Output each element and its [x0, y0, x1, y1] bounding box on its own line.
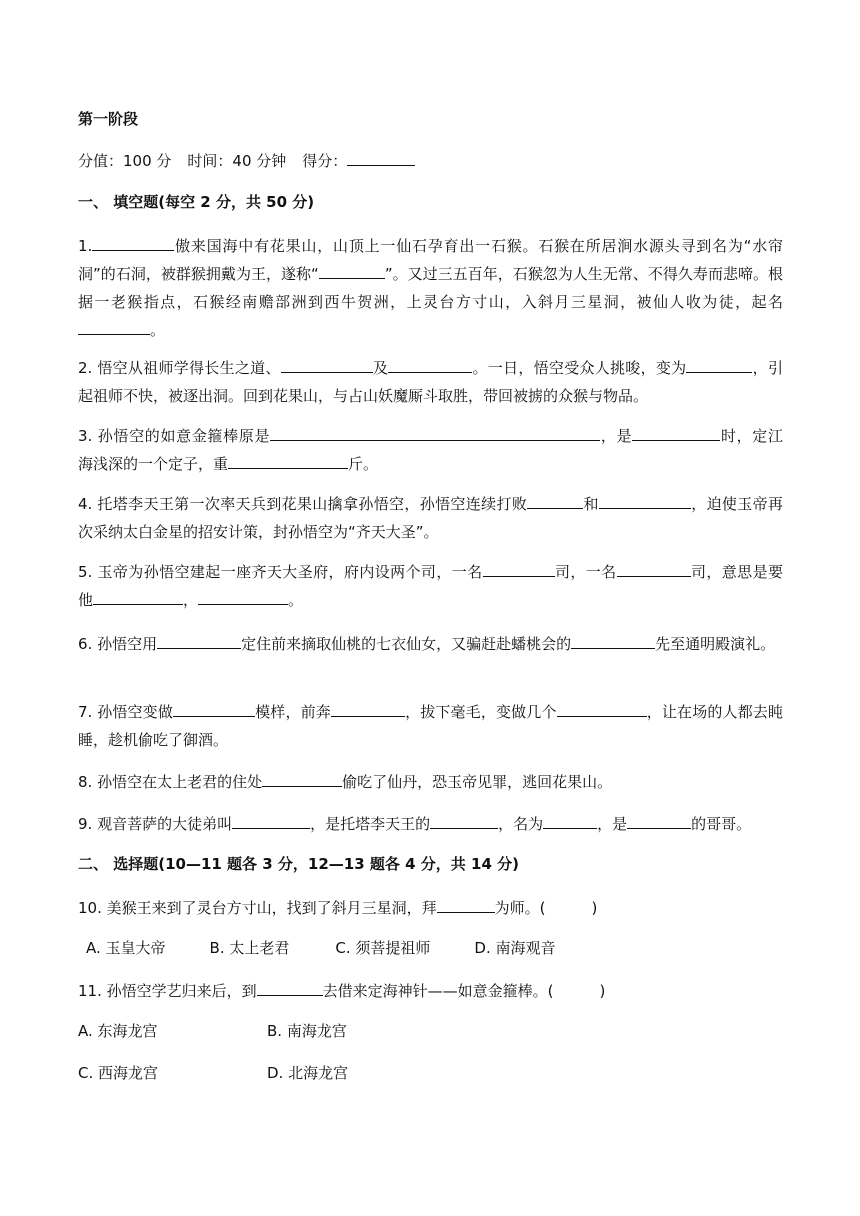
q3-blank-3[interactable]: [228, 453, 348, 469]
q3-text-c: 时，定江海浅深的一个定子，重: [78, 427, 783, 473]
q10-option-c[interactable]: C. 须菩提祖师: [335, 939, 431, 957]
q4-text-a: 4. 托塔李天王第一次率天兵到花果山擒拿孙悟空，孙悟空连续打败: [78, 495, 528, 513]
q6-blank-2[interactable]: [571, 633, 655, 649]
q9-text-c: ，名为: [498, 815, 544, 833]
q1-blank-1[interactable]: [92, 235, 174, 251]
q1-text-b: ”。又过三五百年，石猴忽为人生无常、不得久寿而悲啼。根据一老猴指点，石猴经南赡部洲到西牛贺洲，上灵台方寸山，入斜月三星洞，被仙人收为徒，起名: [78, 265, 784, 311]
q7-text-c: ，拔下毫毛，变做几个: [404, 703, 557, 721]
score-info-line: [78, 150, 415, 171]
question-10: [78, 897, 597, 918]
q6-text-c: 先至通明殿演礼。: [655, 635, 776, 653]
q5-blank-1[interactable]: [483, 561, 555, 577]
q8-text-a: 8. 孙悟空在太上老君的住处: [78, 773, 263, 791]
q10-text-c: ): [591, 899, 598, 917]
question-4: [78, 490, 783, 546]
q10-text-a: 10. 美猴王来到了灵台方寸山，找到了斜月三星洞，拜: [78, 899, 437, 917]
q2-text-d: ，引起祖师不快，被逐出洞。回到花果山，与占山妖魔厮斗取胜，带回被掳的众猴与物品。: [78, 359, 783, 405]
question-8: [78, 771, 612, 792]
question-6: [78, 630, 783, 658]
q10-option-d[interactable]: D. 南海观音: [474, 939, 556, 957]
q8-text-b: 偷吃了仙丹，恐玉帝见罪，逃回花果山。: [342, 773, 613, 791]
question-2: [78, 354, 783, 410]
q5-blank-4[interactable]: [198, 589, 288, 605]
q11-text-a: 11. 孙悟空学艺归来后，到: [78, 982, 257, 1000]
q3-text-a: 3. 孙悟空的如意金箍棒原是: [78, 427, 271, 445]
q11-text-c: ): [599, 982, 606, 1000]
q6-text-b: 定住前来摘取仙桃的七衣仙女，又骗赶赴蟠桃会的: [241, 635, 572, 653]
q9-text-b: ，是托塔李天王的: [310, 815, 431, 833]
q9-blank-2[interactable]: [430, 813, 498, 829]
q5-blank-2[interactable]: [617, 561, 691, 577]
q5-text-c: 司，意思是要他: [78, 563, 783, 609]
question-1: [78, 232, 783, 344]
section-1-heading: 一、 填空题(每空 2 分，共 50 分): [78, 193, 315, 211]
question-11: [78, 980, 605, 1001]
q7-text-a: 7. 孙悟空变做: [78, 703, 173, 721]
q9-text-d: ，是: [597, 815, 628, 833]
q2-blank-1[interactable]: [281, 357, 373, 373]
q11-option-d[interactable]: D. 北海龙宫: [267, 1064, 349, 1082]
q7-text-b: 模样，前奔: [255, 703, 331, 721]
q2-text-a: 2. 悟空从祖师学得长生之道、: [78, 359, 281, 377]
question-7: [78, 698, 783, 754]
time-label: 时间：40 分钟: [187, 152, 287, 170]
q1-blank-2[interactable]: [319, 263, 385, 279]
q9-blank-1[interactable]: [232, 813, 310, 829]
q7-text-d: ，让在场的人都去盹睡，趁机偷吃了御酒。: [78, 703, 783, 749]
q1-number: 1.: [78, 237, 93, 255]
q6-blank-1[interactable]: [157, 633, 241, 649]
section-2-heading: 二、 选择题(10—11 题各 3 分，12—13 题各 4 分，共 14 分): [78, 855, 519, 873]
q5-text-b: 司，一名: [554, 563, 617, 581]
q3-blank-2[interactable]: [632, 425, 720, 441]
q11-option-a[interactable]: A. 东海龙宫: [78, 1022, 158, 1040]
q1-text-a: 傲来国海中有花果山，山顶上一仙石孕育出一石猴。石猴在所居涧水源头寻到名为“水帘洞”的石洞，被群猴拥戴为王，遂称“: [78, 237, 783, 283]
q11-blank[interactable]: [257, 980, 323, 996]
q10-option-b[interactable]: B. 太上老君: [209, 939, 290, 957]
q11-option-b[interactable]: B. 南海龙宫: [267, 1022, 347, 1040]
grade-label: 得分：: [302, 152, 348, 170]
q11-text-b: 去借来定海神针——如意金箍棒。(: [322, 982, 554, 1000]
q4-text-c: ，迫使玉帝再次采纳太白金星的招安计策，封孙悟空为“齐天大圣”。: [78, 495, 783, 541]
q1-text-c: 。: [150, 321, 166, 339]
q5-text-e: 。: [288, 591, 304, 609]
question-9: [78, 813, 751, 834]
q3-blank-1[interactable]: [270, 425, 600, 441]
q7-blank-3[interactable]: [557, 701, 647, 717]
q10-text-b: 为师。(: [494, 899, 546, 917]
q2-blank-2[interactable]: [388, 357, 472, 373]
q10-option-a[interactable]: A. 玉皇大帝: [86, 939, 166, 957]
q6-text-a: 6. 孙悟空用: [78, 635, 158, 653]
q11-option-c[interactable]: C. 西海龙宫: [78, 1064, 159, 1082]
question-5: [78, 558, 783, 614]
q8-blank-1[interactable]: [262, 771, 342, 787]
q9-blank-3[interactable]: [543, 813, 597, 829]
q9-text-a: 9. 观音菩萨的大徒弟叫: [78, 815, 233, 833]
q5-blank-3[interactable]: [93, 589, 183, 605]
stage-title: 第一阶段: [78, 110, 139, 128]
q1-blank-3[interactable]: [78, 319, 150, 335]
q9-blank-4[interactable]: [627, 813, 691, 829]
q4-blank-1[interactable]: [527, 493, 583, 509]
q3-text-b: ，是: [600, 427, 633, 445]
q3-text-d: 斤。: [348, 455, 379, 473]
q5-text-a: 5. 玉帝为孙悟空建起一座齐天大圣府，府内设两个司，一名: [78, 563, 483, 581]
q10-blank[interactable]: [437, 897, 495, 913]
question-10-options: [86, 938, 555, 958]
q2-text-b: 及: [372, 359, 389, 377]
q2-blank-3[interactable]: [686, 357, 752, 373]
score-label: 分值：100 分: [78, 152, 172, 170]
q5-text-d: ，: [183, 591, 199, 609]
q9-text-e: 的哥哥。: [691, 815, 752, 833]
q7-blank-1[interactable]: [173, 701, 255, 717]
q2-text-c: 。一日，悟空受众人挑唆，变为: [472, 359, 687, 377]
grade-blank[interactable]: [347, 150, 415, 166]
q4-blank-2[interactable]: [599, 493, 691, 509]
q7-blank-2[interactable]: [331, 701, 405, 717]
q4-text-b: 和: [583, 495, 599, 513]
question-3: [78, 422, 783, 478]
